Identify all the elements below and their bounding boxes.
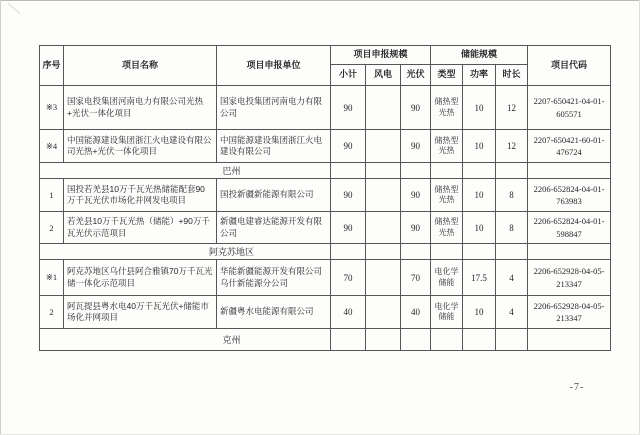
project-code-cell: 2207-650421-60-01-476724: [528, 130, 611, 163]
declaring-unit-cell: 中国能源建设集团浙江火电建设有限公司: [217, 130, 331, 163]
storage-type-cell: 储热型光热: [431, 212, 463, 244]
empty-cell: [401, 163, 431, 179]
wind-cell: [366, 260, 401, 296]
empty-cell: [401, 244, 431, 260]
section-row: [40, 329, 611, 351]
project-name-cell: 阿瓦提县粤水电40万千瓦光伏+储能市场化并网项目: [64, 296, 217, 329]
seq-cell: 1: [40, 179, 64, 212]
project-name-cell: 中国能源建设集团浙江火电建设有限公司光热+光伏一体化项目: [64, 130, 217, 163]
table-row: [40, 212, 611, 244]
storage-duration-cell: 4: [496, 296, 528, 329]
empty-cell: [528, 329, 611, 351]
declaring-unit-cell: 新疆电建睿达能源开发有限公司: [217, 212, 331, 244]
empty-cell: [528, 244, 611, 260]
header-pv: 光伏: [401, 65, 431, 86]
pv-cell: 90: [401, 130, 431, 163]
project-name-cell: 若羌县10万千瓦光热（储能）+90万千瓦光伏示范项目: [64, 212, 217, 244]
empty-cell: [331, 244, 366, 260]
table-row: [40, 296, 611, 329]
storage-power-cell: 10: [463, 179, 496, 212]
subtotal-cell: 40: [331, 296, 366, 329]
empty-cell: [463, 244, 496, 260]
empty-cell: [431, 244, 463, 260]
wind-cell: [366, 86, 401, 130]
table-row: [40, 130, 611, 163]
subtotal-cell: 70: [331, 260, 366, 296]
pv-cell: 70: [401, 260, 431, 296]
projects-table: [39, 45, 611, 351]
empty-cell: [366, 329, 401, 351]
storage-duration-cell: 12: [496, 130, 528, 163]
wind-cell: [366, 179, 401, 212]
storage-duration-cell: 8: [496, 179, 528, 212]
storage-power-cell: 10: [463, 86, 496, 130]
table-row: [40, 86, 611, 130]
subtotal-cell: 90: [331, 179, 366, 212]
pv-cell: 90: [401, 179, 431, 212]
pv-cell: 90: [401, 212, 431, 244]
section-label: 克州: [40, 329, 331, 351]
section-label: 阿克苏地区: [40, 244, 331, 260]
empty-cell: [496, 329, 528, 351]
scan-artifact: [8, 3, 21, 14]
subtotal-cell: 90: [331, 130, 366, 163]
seq-cell: 2: [40, 212, 64, 244]
storage-power-cell: 10: [463, 296, 496, 329]
seq-cell: ※3: [40, 86, 64, 130]
storage-power-cell: 10: [463, 212, 496, 244]
table-row: [40, 260, 611, 296]
storage-type-cell: 电化学储能: [431, 296, 463, 329]
storage-type-cell: 储热型光热: [431, 130, 463, 163]
scan-edge-left: [0, 0, 1, 435]
storage-duration-cell: 8: [496, 212, 528, 244]
project-name-cell: 阿克苏地区乌什县阿合雅镇70万千瓦光储一体化示范项目: [64, 260, 217, 296]
empty-cell: [496, 244, 528, 260]
empty-cell: [463, 163, 496, 179]
header-storage-power: 功率: [463, 65, 496, 86]
project-name-cell: 国投若羌县10万千瓦光热储能配套90万千瓦光伏市场化并网发电项目: [64, 179, 217, 212]
header-row-groups: [40, 46, 611, 65]
seq-cell: ※4: [40, 130, 64, 163]
empty-cell: [366, 244, 401, 260]
storage-power-cell: 17.5: [463, 260, 496, 296]
storage-power-cell: 10: [463, 130, 496, 163]
header-wind: 风电: [366, 65, 401, 86]
header-declared-scale-group: 项目申报规模: [331, 46, 431, 65]
empty-cell: [366, 163, 401, 179]
storage-duration-cell: 12: [496, 86, 528, 130]
header-project-name: 项目名称: [64, 46, 217, 86]
table-body: [40, 86, 611, 351]
header-storage-type: 类型: [431, 65, 463, 86]
project-code-cell: 2207-650421-04-01-605571: [528, 86, 611, 130]
empty-cell: [496, 163, 528, 179]
project-code-cell: 2206-652824-04-01-763983: [528, 179, 611, 212]
declaring-unit-cell: 国投新疆新能源有限公司: [217, 179, 331, 212]
scan-edge-top: [0, 0, 640, 1]
declaring-unit-cell: 新疆粤水电能源有限公司: [217, 296, 331, 329]
subtotal-cell: 90: [331, 212, 366, 244]
storage-type-cell: 储热型光热: [431, 86, 463, 130]
section-label: 巴州: [40, 163, 331, 179]
project-code-cell: 2206-652928-04-05-213347: [528, 260, 611, 296]
table-row: [40, 179, 611, 212]
empty-cell: [401, 329, 431, 351]
header-seq: 序号: [40, 46, 64, 86]
subtotal-cell: 90: [331, 86, 366, 130]
storage-type-cell: 储热型光热: [431, 179, 463, 212]
declaring-unit-cell: 华能新疆能源开发有限公司乌什新能源分公司: [217, 260, 331, 296]
table-header: [40, 46, 611, 86]
empty-cell: [431, 163, 463, 179]
project-name-cell: 国家电投集团河南电力有限公司光热+光伏一体化项目: [64, 86, 217, 130]
header-subtotal: 小计: [331, 65, 366, 86]
wind-cell: [366, 296, 401, 329]
seq-cell: 2: [40, 296, 64, 329]
empty-cell: [331, 329, 366, 351]
header-declaring-unit: 项目申报单位: [217, 46, 331, 86]
wind-cell: [366, 212, 401, 244]
project-code-cell: 2206-652928-04-05-213347: [528, 296, 611, 329]
section-row: [40, 244, 611, 260]
header-storage-scale-group: 储能规模: [431, 46, 528, 65]
empty-cell: [463, 329, 496, 351]
page-number: -7-: [569, 382, 585, 393]
header-project-code: 项目代码: [528, 46, 611, 86]
project-code-cell: 2206-652824-04-01-598847: [528, 212, 611, 244]
section-row: [40, 163, 611, 179]
header-storage-duration: 时长: [496, 65, 528, 86]
storage-type-cell: 电化学储能: [431, 260, 463, 296]
seq-cell: ※1: [40, 260, 64, 296]
wind-cell: [366, 130, 401, 163]
empty-cell: [331, 163, 366, 179]
empty-cell: [528, 163, 611, 179]
storage-duration-cell: 4: [496, 260, 528, 296]
empty-cell: [431, 329, 463, 351]
declaring-unit-cell: 国家电投集团河南电力有限公司: [217, 86, 331, 130]
pv-cell: 40: [401, 296, 431, 329]
pv-cell: 90: [401, 86, 431, 130]
